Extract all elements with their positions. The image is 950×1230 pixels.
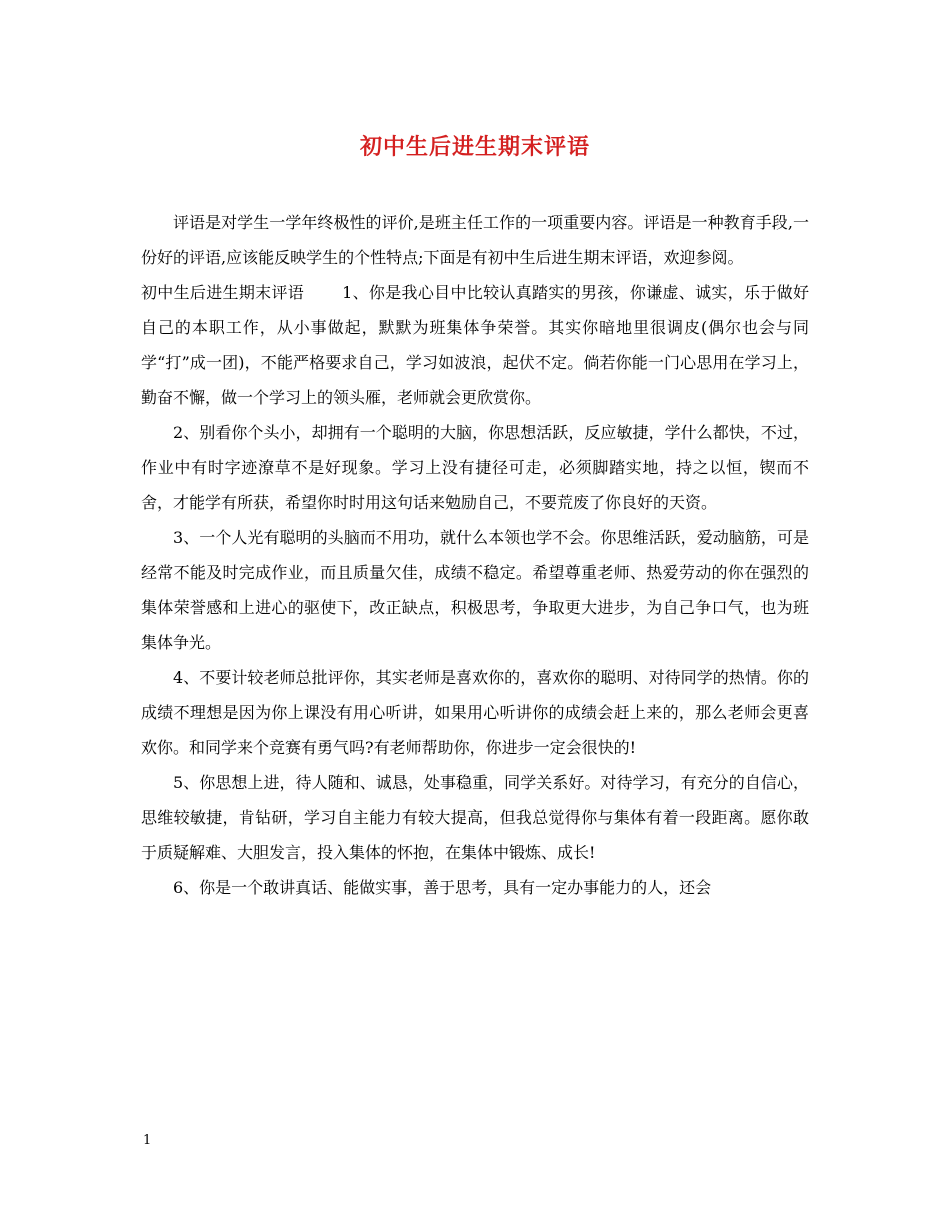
comment-paragraph-5: 5、你思想上进，待人随和、诚恳，处事稳重，同学关系好。对待学习，有充分的自信心，思维较敏捷，肯钻研，学习自主能力有较大提高，但我总觉得你与集体有着一段距离。愿你敢于质疑解难、大胆发言，投入集体的怀抱，在集体中锻炼、成长! [141,773,809,862]
document-title: 初中生后进生期末评语 [359,134,590,160]
comment-text-1: 1、你是我心目中比较认真踏实的男孩，你谦虚、诚实，乐于做好自己的本职工作，从小事做起，默默为班集体争荣誉。其实你暗地里很调皮(偶尔也会与同学“打”成一团)，不能严格要求自己，学习如波浪，起伏不定。倘若你能一门心思用在学习上，勤奋不懈，做一个学习上的领头雁，老师就会更欣赏你。 [141,283,809,407]
comment-paragraph-2: 2、别看你个头小，却拥有一个聪明的大脑，你思想活跃，反应敏捷，学什么都快，不过，作业中有时字迹潦草不是好现象。学习上没有捷径可走，必须脚踏实地，持之以恒，锲而不舍，才能学有所获，希望你时时用这句话来勉励自己，不要荒废了你良好的天资。 [141,423,809,512]
comment-paragraph-3: 3、一个人光有聪明的头脑而不用功，就什么本领也学不会。你思维活跃，爱动脑筋，可是经常不能及时完成作业，而且质量欠佳，成绩不稳定。希望尊重老师、热爱劳动的你在强烈的集体荣誉感和上进心的驱使下，改正缺点，积极思考，争取更大进步，为自己争口气，也为班集体争光。 [141,528,809,652]
comment-paragraph-6: 6、你是一个敢讲真话、能做实事，善于思考，具有一定办事能力的人，还会 [173,878,712,897]
comment-paragraph-1 [141,275,809,415]
section-heading: 初中生后进生期末评语 [141,283,305,302]
page-number: 1 [143,1133,152,1148]
document-body [141,205,809,905]
intro-paragraph: 评语是对学生一学年终极性的评价,是班主任工作的一项重要内容。评语是一种教育手段,一份好的评语,应该能反映学生的个性特点;下面是有初中生后进生期末评语，欢迎参阅。 [141,213,809,267]
comment-paragraph-4: 4、不要计较老师总批评你，其实老师是喜欢你的，喜欢你的聪明、对待同学的热情。你的成绩不理想是因为你上课没有用心听讲，如果用心听讲你的成绩会赶上来的，那么老师会更喜欢你。和同学来个竞赛有勇气吗?有老师帮助你，你进步一定会很快的! [141,668,809,757]
